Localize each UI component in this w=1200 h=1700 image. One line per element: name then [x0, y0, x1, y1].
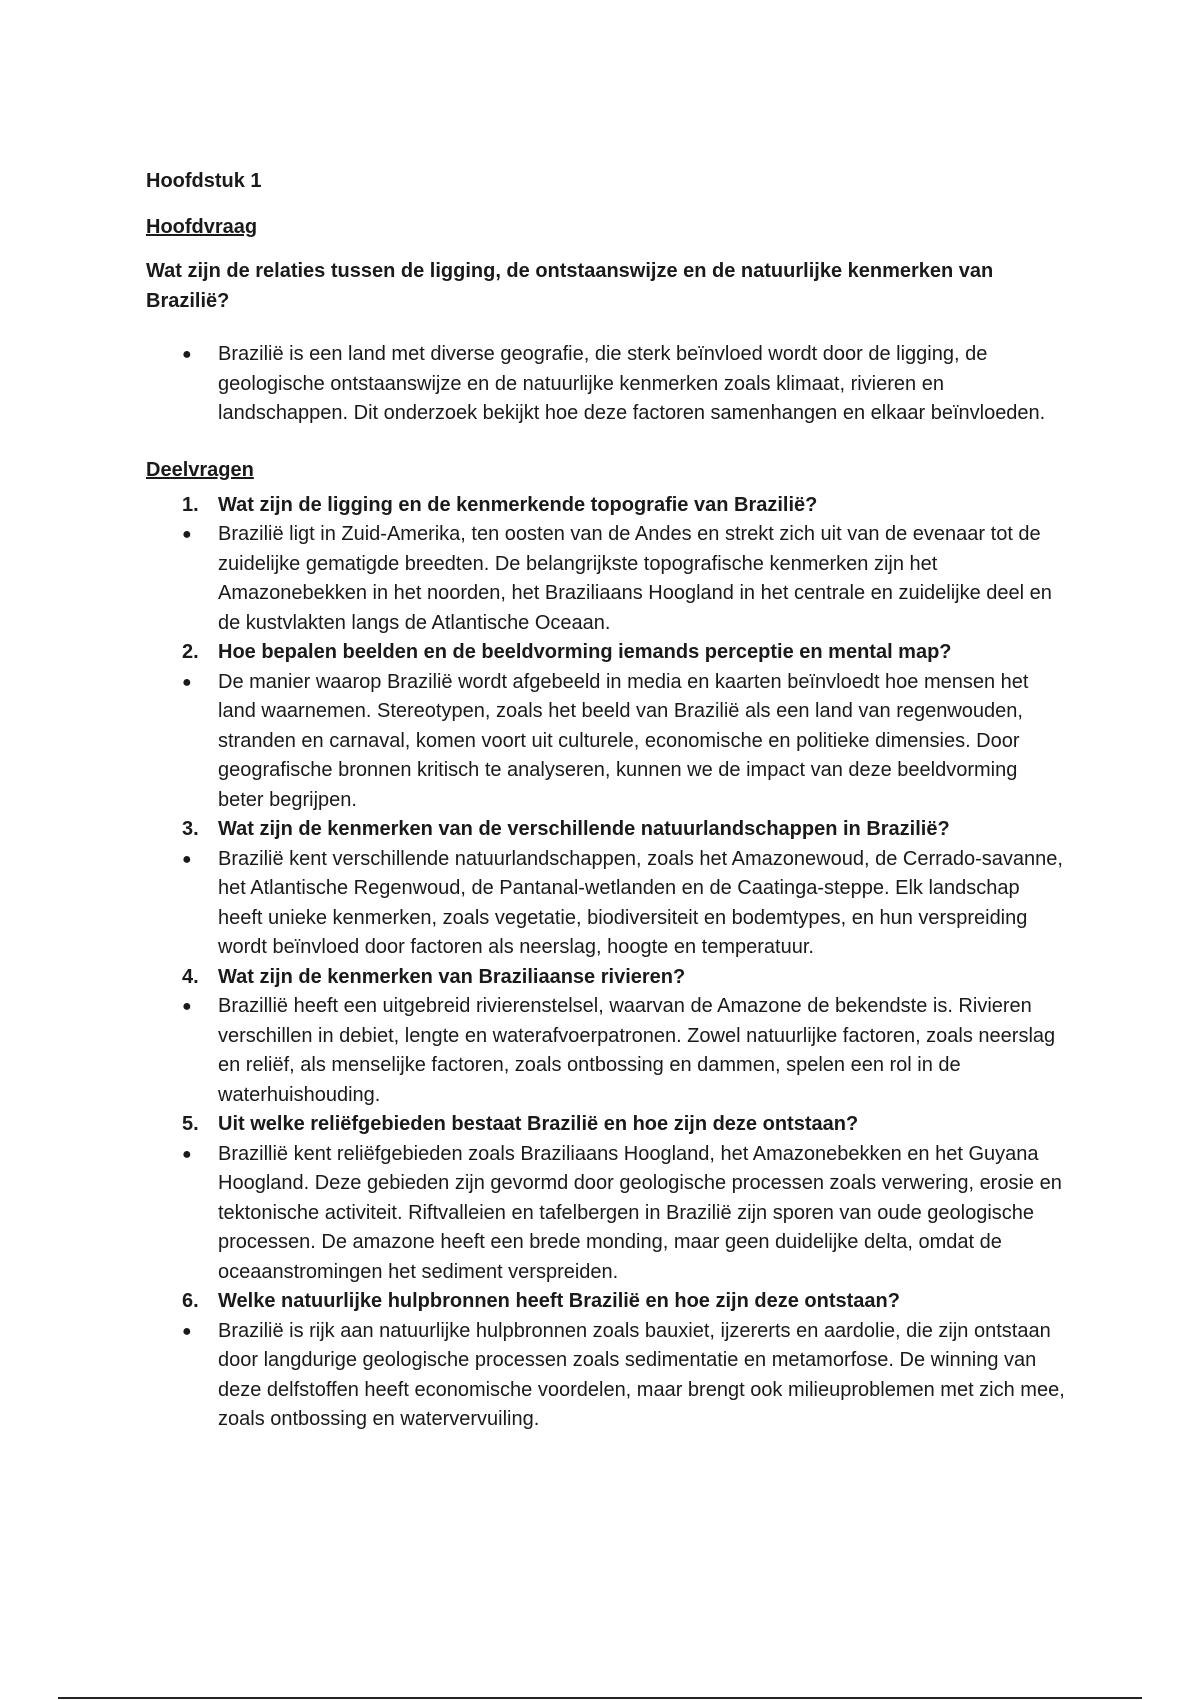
bullet-icon: ●: [182, 346, 192, 363]
subquestion-number: 1.: [182, 493, 199, 516]
intro-text: Brazilië is een land met diverse geografie, die sterk beïnvloed wordt door de ligging, de geologische ontstaanswijze en de natuurlijke kenmerken zoals klimaat, rivieren en landschappen. Dit onderzoek bekijkt hoe deze factoren samenhangen en elkaar beïnvloeden.: [218, 343, 1046, 424]
bullet-icon: ●: [182, 1145, 192, 1163]
answer-bullet-3: [146, 845, 1066, 963]
subquestion-4: [146, 963, 1066, 993]
bullet-icon: ●: [182, 850, 192, 868]
answer-text: Brazillië kent reliëfgebieden zoals Braziliaans Hoogland, het Amazonebekken en het Guyana Hoogland. Deze gebieden zijn gevormd door geologische processen zoals verwering, erosie en tektonische activiteit. Riftvalleien en tafelbergen in Brazilië zijn sporen van oude geologische processen. De amazone heeft een brede monding, maar geen duidelijke delta, omdat de oceaanstromingen het sediment verspreiden.: [218, 1142, 1062, 1283]
answer-bullet-5: [146, 1140, 1066, 1288]
chapter-title: Hoofdstuk 1: [146, 170, 262, 192]
main-question: Wat zijn de relaties tussen de ligging, de ontstaanswijze en de natuurlijke kenmerken van Brazilië?: [146, 260, 994, 312]
answer-bullet-4: [146, 992, 1066, 1110]
subquestion-number: 6.: [182, 1290, 199, 1312]
answer-text: Brazilië kent verschillende natuurlandschappen, zoals het Amazonewoud, de Cerrado-savanne, het Atlantische Regenwoud, de Pantanal-wetlanden en de Caatinga-steppe. Elk landschap heeft unieke kenmerken, zoals vegetatie, biodiversiteit en bodemtypes, en hun verspreiding wordt beïnvloed door factoren als neerslag, hoogte en temperatuur.: [218, 847, 1063, 958]
document-page: [146, 168, 1066, 1435]
bullet-icon: ●: [182, 673, 192, 691]
bullet-icon: ●: [182, 526, 192, 543]
answer-text: Brazillië heeft een uitgebreid rivierenstelsel, waarvan de Amazone de bekendste is. Rivieren verschillen in debiet, lengte en waterafvoerpatronen. Zowel natuurlijke factoren, zoals neerslag en reliëf, als menselijke factoren, zoals ontbossing en dammen, spelen een rol in de waterhuishouding.: [218, 995, 1056, 1106]
subquestion-1: [146, 491, 1066, 521]
intro-bullet-item: [146, 340, 1066, 429]
subquestion-5: [146, 1110, 1066, 1140]
subquestion-number: 3.: [182, 818, 199, 840]
subquestion-6: [146, 1287, 1066, 1317]
answer-text: Brazilië ligt in Zuid-Amerika, ten oosten van de Andes en strekt zich uit van de evenaar tot de zuidelijke gematigde breedten. De belangrijkste topografische kenmerken zijn het Amazonebekken in het noorden, het Braziliaans Hoogland in het centrale en zuidelijke deel en de kustvlakten langs de Atlantische Oceaan.: [218, 523, 1052, 634]
answer-bullet-2: [146, 668, 1066, 816]
answer-bullet-1: [146, 520, 1066, 638]
subquestion-text: Hoe bepalen beelden en de beeldvorming iemands perceptie en mental map?: [218, 641, 952, 663]
answer-text: Brazilië is rijk aan natuurlijke hulpbronnen zoals bauxiet, ijzererts en aardolie, die zijn ontstaan door langdurige geologische processen zoals sedimentatie en metamorfose. De winning van deze delfstoffen heeft economische voordelen, maar brengt ook milieuproblemen met zich mee, zoals ontbossing en watervervuiling.: [218, 1319, 1065, 1430]
answer-text: De manier waarop Brazilië wordt afgebeeld in media en kaarten beïnvloedt hoe mensen het land waarnemen. Stereotypen, zoals het beeld van Brazilië als een land van regenwouden, stranden en carnaval, komen voort uit culturele, economische en politieke dimensies. Door geografische bronnen kritisch te analyseren, kunnen we de impact van deze beeldvorming beter begrijpen.: [218, 670, 1029, 811]
subquestion-text: Wat zijn de kenmerken van Braziliaanse rivieren?: [218, 965, 686, 988]
subquestions-list: [146, 491, 1066, 1435]
subquestion-number: 2.: [182, 641, 199, 663]
subquestion-text: Uit welke reliëfgebieden bestaat Brazilië en hoe zijn deze ontstaan?: [218, 1113, 859, 1135]
footer-divider: [58, 1697, 1142, 1699]
bullet-icon: ●: [182, 998, 192, 1015]
answer-bullet-6: [146, 1317, 1066, 1435]
subquestion-text: Wat zijn de ligging en de kenmerkende topografie van Brazilië?: [218, 493, 818, 516]
bullet-icon: ●: [182, 1322, 192, 1340]
subquestion-number: 4.: [182, 965, 199, 988]
subquestion-number: 5.: [182, 1113, 199, 1135]
subquestions-heading: Deelvragen: [146, 458, 254, 481]
subquestion-2: [146, 638, 1066, 668]
subquestion-3: [146, 815, 1066, 845]
main-question-heading: Hoofdvraag: [146, 216, 258, 238]
subquestion-text: Welke natuurlijke hulpbronnen heeft Brazilië en hoe zijn deze ontstaan?: [218, 1290, 900, 1312]
subquestion-text: Wat zijn de kenmerken van de verschillende natuurlandschappen in Brazilië?: [218, 818, 950, 840]
